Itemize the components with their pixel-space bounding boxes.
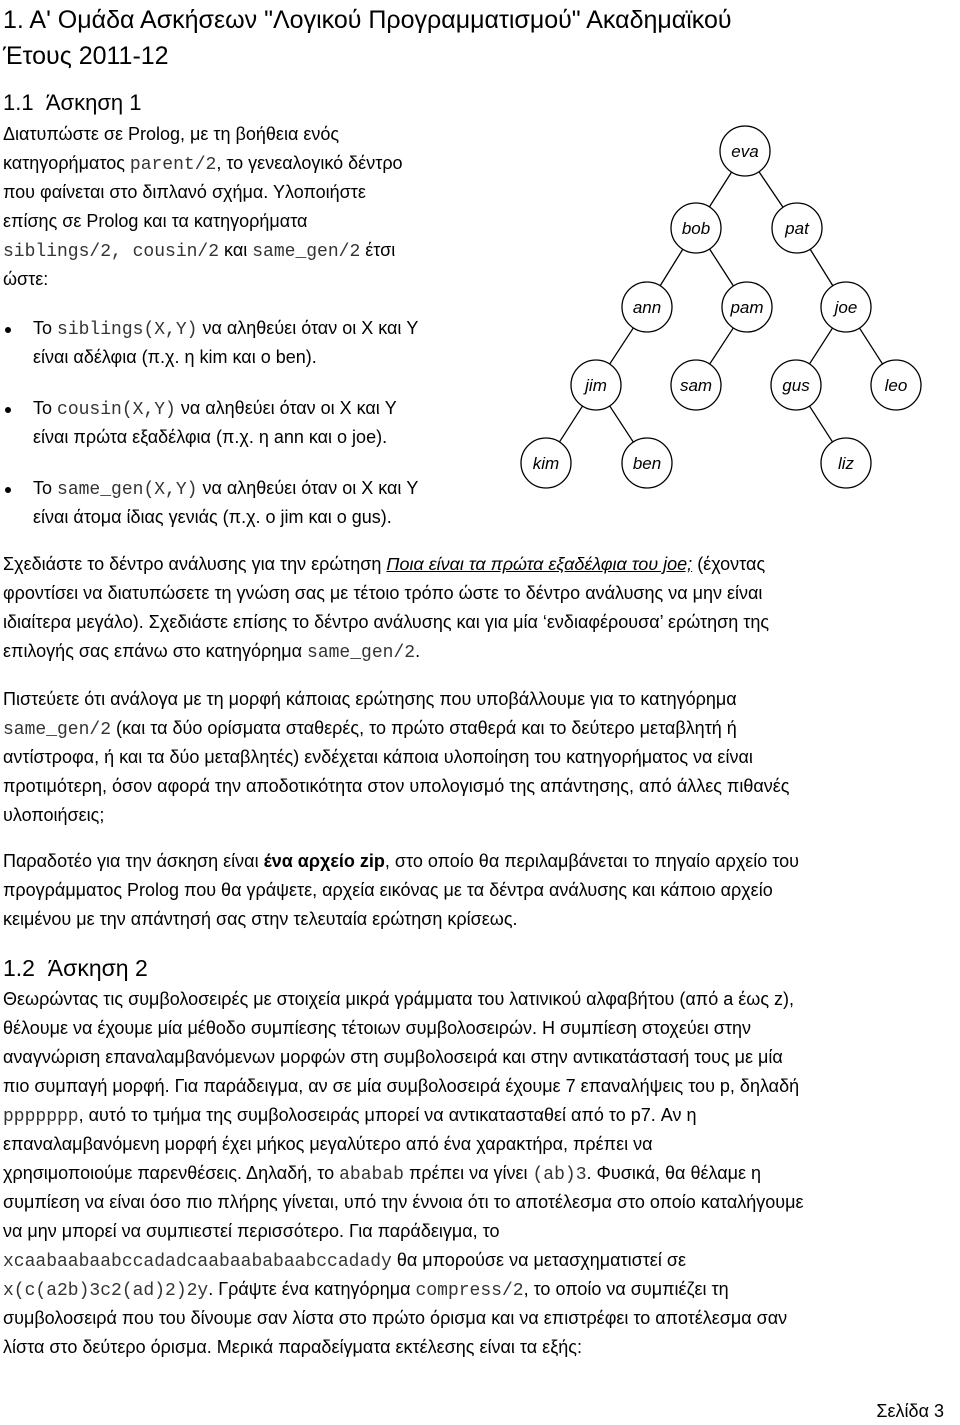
paragraph-line: πιο συμπαγή μορφή. Για παράδειγμα, αν σε μία συμβολοσειρά έχουμε 7 επαναλήψεις του p, δηλαδή xyxy=(3,1076,800,1096)
code-span: ababab xyxy=(339,1165,404,1185)
text-span: . Φυσικά, θα θέλαμε η xyxy=(586,1163,762,1183)
bold-span: ένα αρχείο zip xyxy=(263,851,385,871)
bullet-line xyxy=(33,474,418,505)
paragraph-line xyxy=(3,847,799,876)
exercise1-title: Άσκηση 1 xyxy=(45,90,142,115)
tree-edge-pat-joe xyxy=(810,249,833,286)
tree-edge-joe-gus xyxy=(809,328,832,364)
tree-edge-eva-pat xyxy=(759,172,783,208)
paragraph-line: λίστα στο δεύτερο όρισμα. Μερικά παραδείγματα εκτέλεσης είναι τα εξής: xyxy=(3,1337,582,1357)
text-span: (έχοντας xyxy=(692,554,766,574)
tree-edge-jim-kim xyxy=(559,406,582,442)
paragraph-line: αντίστροφα, ή και τα δύο μεταβλητές) ενδέχεται κάποια υλοποίηση του κατηγορήματος να είναι xyxy=(3,747,753,767)
tree-node-label: eva xyxy=(731,142,759,161)
code-span: siblings(X,Y) xyxy=(57,320,198,340)
code-span: siblings/2, cousin/2 xyxy=(3,242,220,262)
intro-line: επίσης σε Prolog και τα κατηγορήματα xyxy=(3,211,308,231)
code-span: xcaabaabaabccadadcaabaababaabccadady xyxy=(3,1252,392,1272)
tree-node-pat xyxy=(772,203,822,253)
code-span: parent/2 xyxy=(129,155,217,175)
family-tree-diagram xyxy=(510,115,950,495)
paragraph-line xyxy=(3,1275,729,1306)
tree-edge-ann-jim xyxy=(610,328,634,364)
tree-node-jim xyxy=(571,360,621,410)
paragraph-line: προγράμματος Prolog που θα γράψετε, αρχεία εικόνας με τα δέντρα ανάλυσης και κάποιο αρχείο xyxy=(3,880,773,900)
text-span: Το xyxy=(33,318,58,338)
tree-node-label: gus xyxy=(782,376,810,395)
paragraph-line: φροντίσει να διατυπώσετε τη γνώση σας με τέτοιο τρόπο ώστε το δέντρο ανάλυσης να μην είναι xyxy=(3,583,763,603)
tree-node-liz xyxy=(821,438,871,488)
paragraph-line: Πιστεύετε ότι ανάλογα με τη μορφή κάποιας ερώτησης που υποβάλλουμε για το κατηγόρημα xyxy=(3,689,737,709)
paragraph-line: Θεωρώντας τις συμβολοσειρές με στοιχεία μικρά γράμματα του λατινικού αλφαβήτου (από a έως z), xyxy=(3,989,794,1009)
text-span: Σχεδιάστε το δέντρο ανάλυσης για την ερώτηση xyxy=(3,554,387,574)
text-span: (και τα δύο ορίσματα σταθερές, το πρώτο σταθερά και το δεύτερο μεταβλητή ή xyxy=(111,718,737,738)
code-span: same_gen/2 xyxy=(3,720,112,740)
paragraph-line xyxy=(3,1159,761,1190)
tree-node-label: joe xyxy=(834,298,858,317)
text-span: Το xyxy=(33,478,58,498)
tree-edge-jim-ben xyxy=(610,406,634,442)
paragraph-line: προτιμότερη, όσον αφορά την αποδοτικότητα στον υπολογισμό της απάντησης, από άλλες πιθανές xyxy=(3,776,790,796)
text-span: να αληθεύει όταν οι X και Y xyxy=(197,478,419,498)
paragraph-line: συμβολοσειρά που του δίνουμε σαν λίστα στο πρώτο όρισμα και να επιστρέφει το αποτέλεσμα σαν xyxy=(3,1308,788,1328)
tree-node-sam xyxy=(671,360,721,410)
tree-edge-gus-liz xyxy=(809,406,832,442)
tree-edge-eva-bob xyxy=(709,172,731,207)
exercise1-number: 1.1 xyxy=(3,90,34,115)
exercise2-number: 1.2 xyxy=(3,955,35,981)
tree-node-label: jim xyxy=(585,376,607,395)
paragraph-line: υλοποιήσεις; xyxy=(3,805,105,825)
text-span: επιλογής σας επάνω στο κατηγόρημα xyxy=(3,641,308,661)
paragraph-line: να μην μπορεί να συμπιεστεί περισσότερο. Για παράδειγμα, το xyxy=(3,1221,500,1241)
paragraph-line xyxy=(3,1101,696,1132)
tree-node-pam xyxy=(722,282,772,332)
tree-edge-bob-ann xyxy=(660,249,683,286)
tree-node-label: pam xyxy=(730,298,764,317)
text-span: χρησιμοποιούμε παρενθέσεις. Δηλαδή, το xyxy=(3,1163,340,1183)
tree-edge-joe-leo xyxy=(859,328,882,364)
intro-line xyxy=(3,236,395,267)
intro-line: ώστε: xyxy=(3,269,49,289)
paragraph-line: αναγνώριση επαναλαμβανόμενων μορφών στη συμβολοσειρά και στην αντικατάστασή τους με μία xyxy=(3,1047,783,1067)
exercise1-heading xyxy=(3,88,142,118)
text-span: πρέπει να γίνει xyxy=(403,1163,533,1183)
page-number: Σελίδα 3 xyxy=(876,1401,944,1421)
code-span: compress/2 xyxy=(415,1281,524,1301)
bullet-line xyxy=(33,314,418,345)
text-span: , αυτό το τμήμα της συμβολοσειράς μπορεί να αντικατασταθεί από το p7. Αν η xyxy=(78,1105,697,1125)
code-span: x(c(a2b)3c2(ad)2)2y xyxy=(3,1281,209,1301)
tree-node-kim xyxy=(521,438,571,488)
code-span: same_gen/2 xyxy=(307,643,416,663)
paragraph-line: ιδιαίτερα μεγάλο). Σχεδιάστε επίσης το δέντρο ανάλυσης και για μία ‘ενδιαφέρουσα’ ερώτηση της xyxy=(3,612,770,632)
text-span: , το οποίο να συμπιέζει τη xyxy=(523,1279,729,1299)
code-span: ppppppp xyxy=(3,1107,79,1127)
tree-node-label: ann xyxy=(632,298,662,317)
text-span: και xyxy=(219,240,253,260)
code-span: same_gen/2 xyxy=(252,242,361,262)
tree-node-label: pat xyxy=(785,219,809,238)
tree-node-label: leo xyxy=(884,376,908,395)
tree-node-label: kim xyxy=(532,454,560,473)
intro-line: Διατυπώστε σε Prolog, με τη βοήθεια ενός xyxy=(3,124,340,144)
tree-node-ben xyxy=(622,438,672,488)
code-span: cousin(X,Y) xyxy=(57,400,176,420)
text-span: , το γενεαλογικό δέντρο xyxy=(216,153,403,173)
tree-edge-pam-sam xyxy=(710,328,734,364)
text-span: Παραδοτέο για την άσκηση είναι xyxy=(3,851,264,871)
text-span: Το xyxy=(33,398,58,418)
text-span: , στο οποίο θα περιλαμβάνεται το πηγαίο αρχείο του xyxy=(384,851,800,871)
tree-node-bob xyxy=(671,203,721,253)
paragraph-line xyxy=(3,637,420,668)
bullet-icon xyxy=(5,407,11,413)
text-span: έτσι xyxy=(360,240,396,260)
bullet-line: είναι αδέλφια (π.χ. η kim και ο ben). xyxy=(33,347,317,367)
tree-node-label: bob xyxy=(681,219,711,238)
bullet-line: είναι άτομα ίδιας γενιάς (π.χ. ο jim και ο gus). xyxy=(33,507,392,527)
paragraph-line xyxy=(3,714,737,745)
paragraph-line xyxy=(3,550,765,579)
document-title-line2: Έτους 2011-12 xyxy=(3,42,169,70)
intro-line xyxy=(3,149,403,180)
bullet-line xyxy=(33,394,397,425)
tree-node-joe xyxy=(821,282,871,332)
intro-line: που φαίνεται στο διπλανό σχήμα. Υλοποιήστε xyxy=(3,182,366,202)
document-title xyxy=(3,2,732,74)
paragraph-line: θέλουμε να έχουμε μία μέθοδο συμπίεσης τέτοιων συμβολοσειρών. Η συμπίεση στοχεύει στην xyxy=(3,1018,751,1038)
tree-node-ann xyxy=(622,282,672,332)
bullet-line: είναι πρώτα εξαδέλφια (π.χ. η ann και ο joe). xyxy=(33,427,388,447)
paragraph-line xyxy=(3,1246,686,1277)
italic-question: Ποια είναι τα πρώτα εξαδέλφια του joe; xyxy=(386,554,693,574)
bullet-icon xyxy=(5,487,11,493)
bullet-icon xyxy=(5,327,11,333)
text-span: θα μπορούσε να μετασχηματιστεί σε xyxy=(391,1250,686,1270)
code-span: same_gen(X,Y) xyxy=(57,480,198,500)
exercise2-heading xyxy=(3,953,148,983)
tree-node-label: sam xyxy=(679,376,713,395)
exercise2-title: Άσκηση 2 xyxy=(47,955,148,981)
paragraph-line: κειμένου με την απάντησή σας στην τελευταία ερώτηση κρίσεως. xyxy=(3,909,518,929)
tree-node-eva xyxy=(720,126,770,176)
text-span: να αληθεύει όταν οι X και Y xyxy=(175,398,397,418)
tree-node-leo xyxy=(871,360,921,410)
document-title-line1: 1. Α' Ομάδα Ασκήσεων "Λογικού Προγραμματισμού" Ακαδημαϊκού xyxy=(3,6,732,34)
tree-nodes xyxy=(521,126,921,488)
text-span: . Γράψτε ένα κατηγόρημα xyxy=(208,1279,416,1299)
text-span: . xyxy=(415,641,421,661)
text-span: να αληθεύει όταν οι X και Y xyxy=(197,318,419,338)
tree-node-label: liz xyxy=(837,454,855,473)
text-span: κατηγορήματος xyxy=(3,153,130,173)
tree-edge-bob-pam xyxy=(710,249,734,286)
paragraph-line: συμπίεση να είναι όσο πιο πλήρης γίνεται, υπό την έννοια ότι το αποτέλεσμα στο οποίο καταλήγουμε xyxy=(3,1192,804,1212)
paragraph-line: επαναλαμβανόμενη μορφή έχει μήκος μεγαλύτερο από ένα χαρακτήρα, πρέπει να xyxy=(3,1134,653,1154)
tree-node-gus xyxy=(771,360,821,410)
code-span: (ab)3 xyxy=(532,1165,587,1185)
tree-node-label: ben xyxy=(632,454,662,473)
